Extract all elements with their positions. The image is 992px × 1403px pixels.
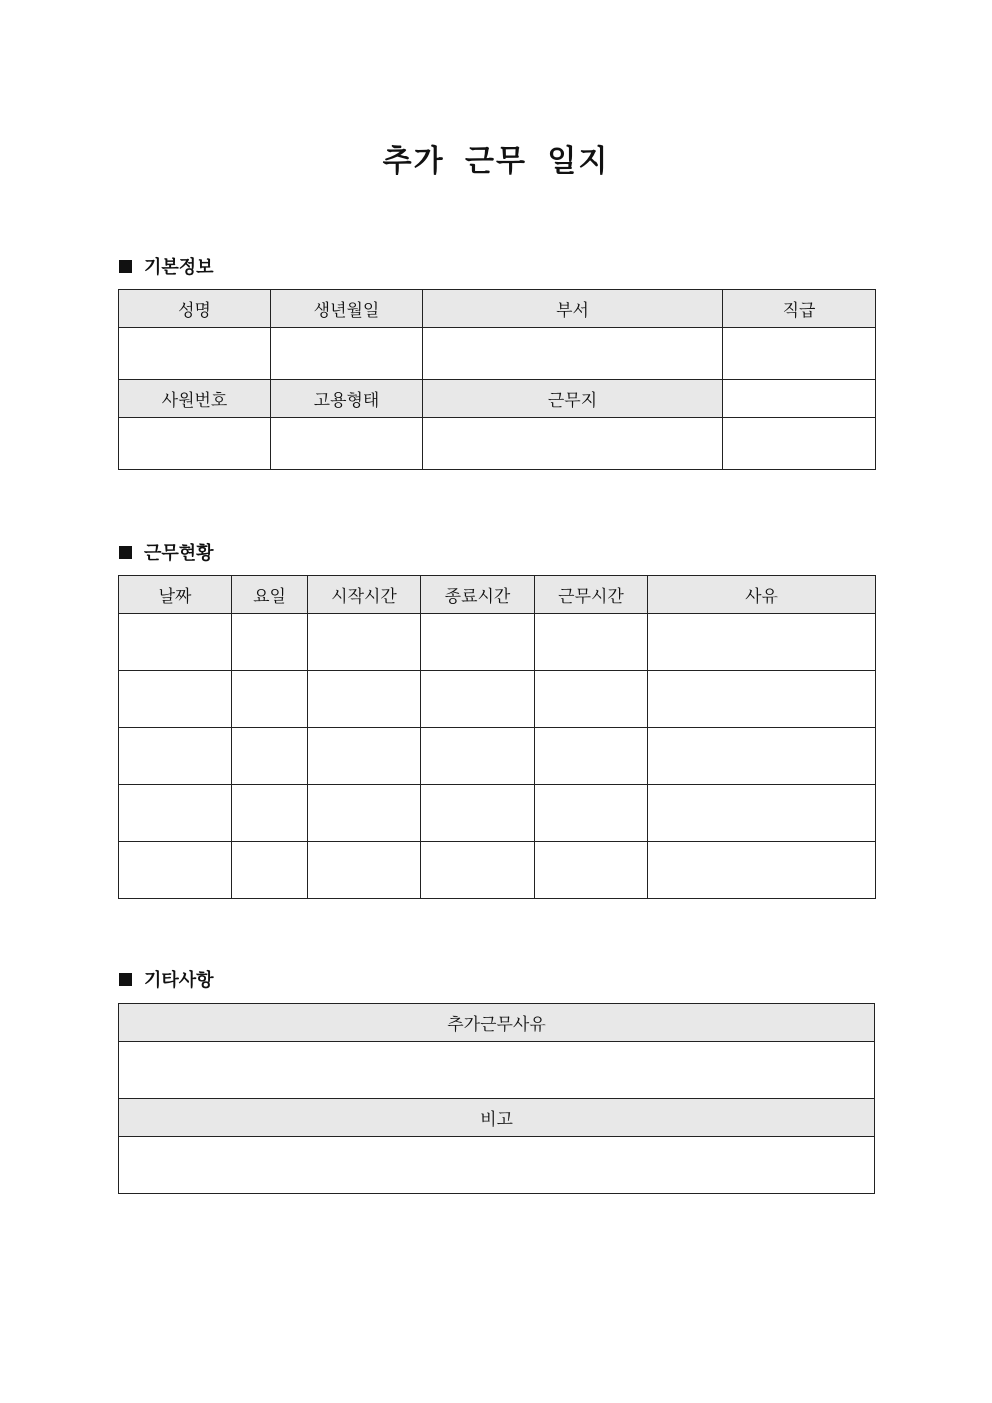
- column-header: 근무시간: [535, 576, 648, 614]
- input-cell-start[interactable]: [308, 728, 421, 785]
- column-header: 종료시간: [421, 576, 535, 614]
- input-cell-day[interactable]: [232, 671, 308, 728]
- input-cell-reason[interactable]: [648, 614, 876, 671]
- section-work-status: [119, 539, 214, 565]
- page-title: 추가 근무 일지: [382, 144, 610, 179]
- blank-cell[interactable]: [723, 380, 876, 418]
- square-bullet-icon: [119, 973, 132, 986]
- note-header: 비고: [119, 1099, 875, 1137]
- input-cell-day[interactable]: [232, 785, 308, 842]
- input-cell-hours[interactable]: [535, 842, 648, 899]
- table-row: [119, 842, 876, 899]
- table-row: [119, 728, 876, 785]
- header-cell: 고용형태: [271, 380, 423, 418]
- input-cell-date[interactable]: [119, 785, 232, 842]
- input-cell-hours[interactable]: [535, 614, 648, 671]
- section-other: [119, 966, 214, 992]
- input-cell-employee-id[interactable]: [119, 418, 271, 470]
- input-cell-workplace[interactable]: [423, 418, 723, 470]
- header-cell: 부서: [423, 290, 723, 328]
- column-header: 요일: [232, 576, 308, 614]
- section-basic-info: [119, 253, 214, 279]
- input-cell-day[interactable]: [232, 728, 308, 785]
- input-cell-start[interactable]: [308, 842, 421, 899]
- input-cell-end[interactable]: [421, 728, 535, 785]
- section-heading: 기타사항: [144, 970, 214, 991]
- header-cell: 근무지: [423, 380, 723, 418]
- header-cell: 성명: [119, 290, 271, 328]
- header-cell: 사원번호: [119, 380, 271, 418]
- input-cell-overtime-reason[interactable]: [119, 1042, 875, 1099]
- table-row: [119, 785, 876, 842]
- input-cell-reason[interactable]: [648, 785, 876, 842]
- input-cell-note[interactable]: [119, 1137, 875, 1194]
- input-cell-start[interactable]: [308, 785, 421, 842]
- input-cell-employment-type[interactable]: [271, 418, 423, 470]
- input-cell-day[interactable]: [232, 614, 308, 671]
- input-cell-birthdate[interactable]: [271, 328, 423, 380]
- section-heading: 기본정보: [144, 257, 214, 278]
- input-cell-name[interactable]: [119, 328, 271, 380]
- table-row: [119, 614, 876, 671]
- column-header: 사유: [648, 576, 876, 614]
- input-cell-hours[interactable]: [535, 785, 648, 842]
- other-table: [118, 1003, 875, 1194]
- square-bullet-icon: [119, 546, 132, 559]
- column-header: 날짜: [119, 576, 232, 614]
- input-cell-reason[interactable]: [648, 842, 876, 899]
- input-cell-end[interactable]: [421, 842, 535, 899]
- header-cell: 생년월일: [271, 290, 423, 328]
- input-cell-date[interactable]: [119, 614, 232, 671]
- input-cell-position[interactable]: [723, 328, 876, 380]
- input-cell-date[interactable]: [119, 842, 232, 899]
- input-cell-reason[interactable]: [648, 728, 876, 785]
- input-cell-end[interactable]: [421, 614, 535, 671]
- basic-info-table: [118, 289, 876, 470]
- input-cell-reason[interactable]: [648, 671, 876, 728]
- input-cell-date[interactable]: [119, 671, 232, 728]
- column-header: 시작시간: [308, 576, 421, 614]
- input-cell-end[interactable]: [421, 785, 535, 842]
- section-heading: 근무현황: [144, 543, 214, 564]
- input-cell-hours[interactable]: [535, 728, 648, 785]
- input-cell-day[interactable]: [232, 842, 308, 899]
- input-cell-end[interactable]: [421, 671, 535, 728]
- table-row: [119, 671, 876, 728]
- header-cell: 직급: [723, 290, 876, 328]
- work-status-table: [118, 575, 876, 899]
- square-bullet-icon: [119, 260, 132, 273]
- reason-header: 추가근무사유: [119, 1004, 875, 1042]
- input-cell-date[interactable]: [119, 728, 232, 785]
- input-cell-start[interactable]: [308, 671, 421, 728]
- input-cell-hours[interactable]: [535, 671, 648, 728]
- input-cell-start[interactable]: [308, 614, 421, 671]
- input-cell-department[interactable]: [423, 328, 723, 380]
- input-cell-extra[interactable]: [723, 418, 876, 470]
